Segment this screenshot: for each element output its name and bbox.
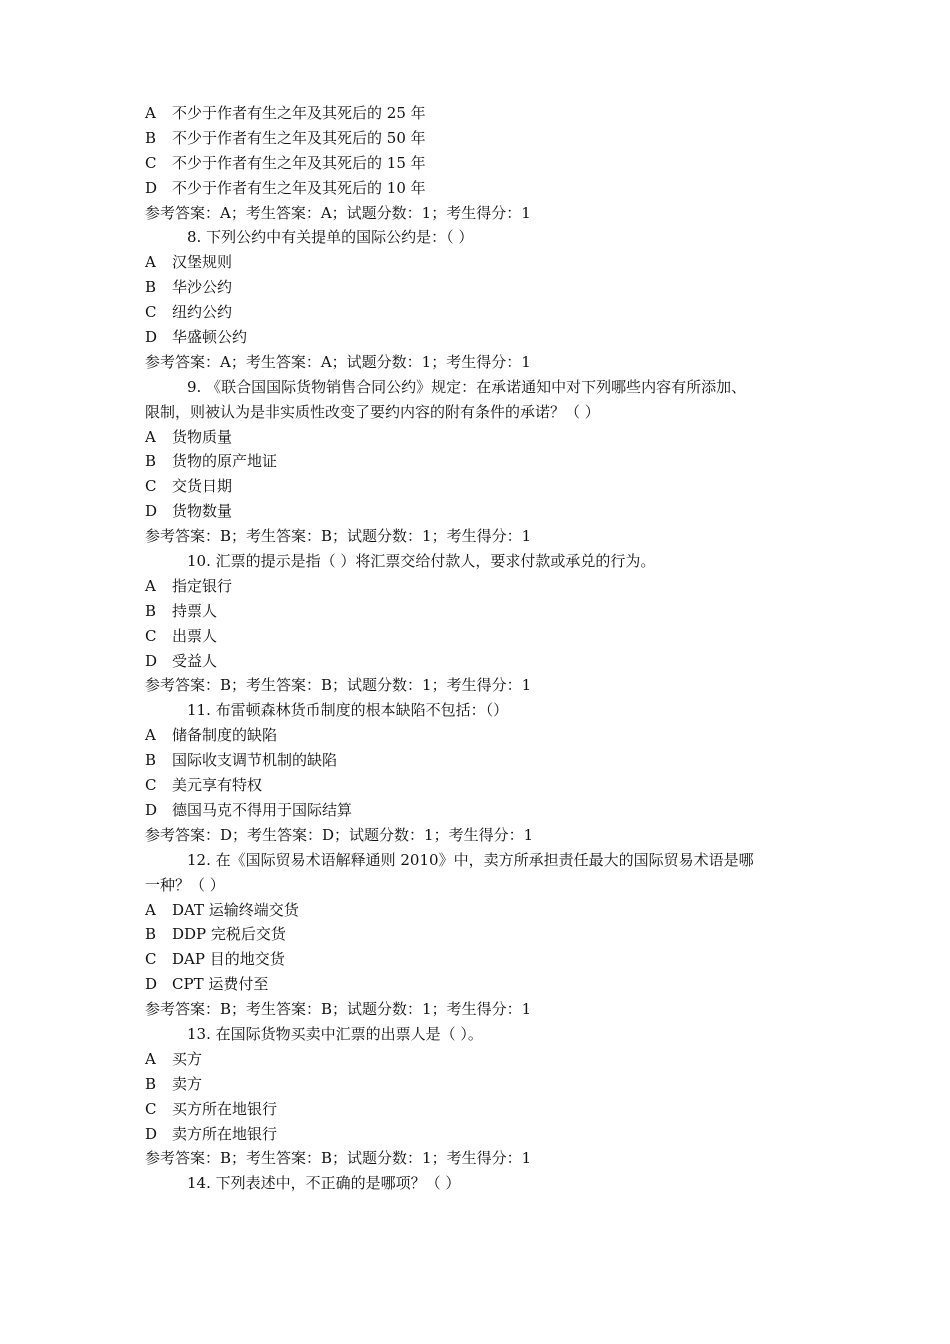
option-text: DAP 目的地交货 xyxy=(172,950,285,969)
answer-line: 参考答案：B；考生答案：B；试题分数：1；考生得分：1 xyxy=(145,527,532,546)
option-letter: B xyxy=(145,128,157,147)
option-a xyxy=(145,425,825,450)
option-text: 德国马克不得用于国际结算 xyxy=(172,800,353,819)
option-letter: A xyxy=(145,253,156,272)
answer-line: 参考答案：B；考生答案：B；试题分数：1；考生得分：1 xyxy=(145,1149,532,1168)
option-text: 不少于作者有生之年及其死后的 10 年 xyxy=(172,178,426,197)
option-letter: C xyxy=(145,626,157,645)
option-text: 美元享有特权 xyxy=(172,776,263,795)
option-text: 国际收支调节机制的缺陷 xyxy=(172,751,338,770)
option-d xyxy=(145,649,825,674)
option-letter: C xyxy=(145,1099,157,1118)
option-text: 卖方所在地银行 xyxy=(172,1124,278,1143)
option-letter: B xyxy=(145,751,157,770)
option-letter: A xyxy=(145,576,156,595)
answer-line: 参考答案：B；考生答案：B；试题分数：1；考生得分：1 xyxy=(145,676,532,695)
option-text: DAT 运输终端交货 xyxy=(172,900,299,919)
option-text: 华盛顿公约 xyxy=(172,328,248,347)
option-letter: D xyxy=(145,1124,158,1143)
option-text: 货物的原产地证 xyxy=(172,452,278,471)
option-c xyxy=(145,624,825,649)
question-stem-continued: 限制，则被认为是非实质性改变了要约内容的附有条件的承诺？（ ） xyxy=(145,402,600,421)
question-stem: 14. 下列表述中，不正确的是哪项？（ ） xyxy=(187,1174,461,1193)
option-letter: B xyxy=(145,452,157,471)
option-text: 受益人 xyxy=(172,651,218,670)
option-text: 汉堡规则 xyxy=(172,253,233,272)
answer-line: 参考答案：A；考生答案：A；试题分数：1；考生得分：1 xyxy=(145,203,531,222)
option-d xyxy=(145,1122,825,1147)
option-letter: A xyxy=(145,104,156,122)
question-stem: 12. 在《国际贸易术语解释通则 2010》中，卖方所承担责任最大的国际贸易术语是哪 xyxy=(187,850,754,869)
option-letter: C xyxy=(145,153,157,172)
option-text: 出票人 xyxy=(172,626,218,645)
question-stem: 11. 布雷顿森林货币制度的根本缺陷不包括：（） xyxy=(187,701,509,720)
option-b xyxy=(145,748,825,773)
option-a xyxy=(145,101,825,126)
option-text: 货物质量 xyxy=(172,427,233,446)
option-a xyxy=(145,574,825,599)
option-b xyxy=(145,126,825,151)
option-text: 不少于作者有生之年及其死后的 25 年 xyxy=(172,104,426,122)
option-text: DDP 完税后交货 xyxy=(172,925,286,944)
option-letter: A xyxy=(145,427,156,446)
option-letter: A xyxy=(145,900,156,919)
option-d xyxy=(145,972,825,997)
option-letter: B xyxy=(145,925,157,944)
option-letter: D xyxy=(145,800,158,819)
option-letter: B xyxy=(145,278,157,297)
option-text: 卖方 xyxy=(172,1074,203,1093)
option-letter: D xyxy=(145,328,158,347)
option-text: 持票人 xyxy=(172,601,218,620)
option-d xyxy=(145,499,825,524)
option-a xyxy=(145,1047,825,1072)
option-text: 不少于作者有生之年及其死后的 50 年 xyxy=(172,128,426,147)
option-d xyxy=(145,325,825,350)
option-letter: C xyxy=(145,477,157,496)
option-a xyxy=(145,723,825,748)
option-text: 买方所在地银行 xyxy=(172,1099,278,1118)
option-text: 不少于作者有生之年及其死后的 15 年 xyxy=(172,153,426,172)
question-stem: 8. 下列公约中有关提单的国际公约是：（ ） xyxy=(187,228,474,247)
option-letter: B xyxy=(145,1074,157,1093)
option-letter: A xyxy=(145,726,156,745)
question-stem-continued: 一种？（ ） xyxy=(145,875,225,894)
option-text: 储备制度的缺陷 xyxy=(172,726,278,745)
question-stem: 13. 在国际货物买卖中汇票的出票人是（ ）。 xyxy=(187,1024,483,1043)
option-d xyxy=(145,176,825,201)
option-c xyxy=(145,300,825,325)
option-letter: D xyxy=(145,651,158,670)
option-b xyxy=(145,599,825,624)
option-letter: D xyxy=(145,178,158,197)
option-letter: C xyxy=(145,303,157,322)
option-text: 华沙公约 xyxy=(172,278,233,297)
question-stem: 9. 《联合国国际货物销售合同公约》规定：在承诺通知中对下列哪些内容有所添加、 xyxy=(187,377,747,396)
question-stem: 10. 汇票的提示是指（ ）将汇票交给付款人，要求付款或承兑的行为。 xyxy=(187,552,656,571)
option-letter: D xyxy=(145,975,158,994)
option-letter: C xyxy=(145,776,157,795)
answer-line: 参考答案：A；考生答案：A；试题分数：1；考生得分：1 xyxy=(145,352,531,371)
option-b xyxy=(145,1072,825,1097)
option-b xyxy=(145,449,825,474)
question-list xyxy=(145,101,825,1196)
option-text: 指定银行 xyxy=(172,576,233,595)
option-text: 买方 xyxy=(172,1049,203,1068)
option-text: 交货日期 xyxy=(172,477,233,496)
option-a xyxy=(145,898,825,923)
option-a xyxy=(145,250,825,275)
option-c xyxy=(145,151,825,176)
option-letter: A xyxy=(145,1049,156,1068)
option-text: 纽约公约 xyxy=(172,303,233,322)
option-letter: C xyxy=(145,950,157,969)
option-d xyxy=(145,798,825,823)
option-c xyxy=(145,773,825,798)
option-c xyxy=(145,474,825,499)
answer-line: 参考答案：B；考生答案：B；试题分数：1；考生得分：1 xyxy=(145,1000,532,1019)
option-c xyxy=(145,947,825,972)
option-text: CPT 运费付至 xyxy=(172,975,269,994)
answer-line: 参考答案：D；考生答案：D；试题分数：1；考生得分：1 xyxy=(145,825,534,844)
option-c xyxy=(145,1097,825,1122)
option-letter: B xyxy=(145,601,157,620)
option-b xyxy=(145,922,825,947)
option-text: 货物数量 xyxy=(172,502,233,521)
option-b xyxy=(145,275,825,300)
option-letter: D xyxy=(145,502,158,521)
